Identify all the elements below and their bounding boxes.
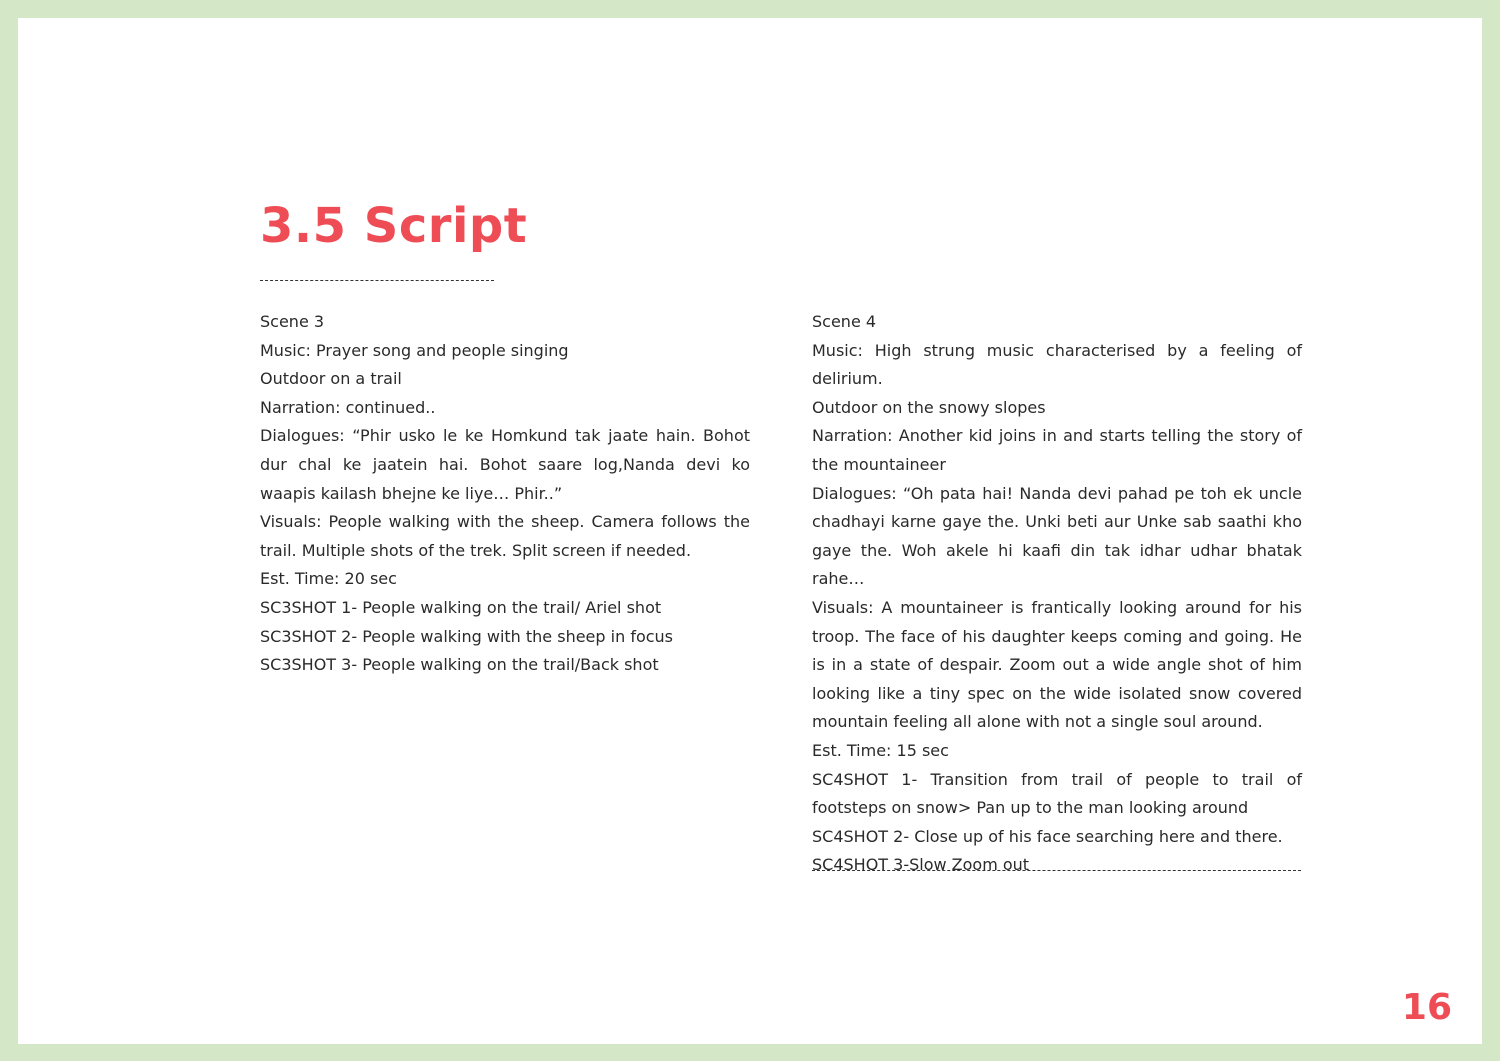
scene-4-shot-3: SC4SHOT 3-Slow Zoom out	[812, 855, 1030, 875]
scene-4-shot-1: SC4SHOT 1- Transition from trail of people to trail of footsteps on snow> Pan up to the man looking around	[812, 769, 1302, 818]
scene-3-shot-1: SC3SHOT 1- People walking on the trail/ Ariel shot	[260, 597, 662, 617]
scene-3-narration: Narration: continued..	[260, 397, 436, 417]
scene-3-shot-3: SC3SHOT 3- People walking on the trail/Back shot	[260, 655, 659, 675]
scene-4-visuals: Visuals: A mountaineer is frantically looking around for his troop. The face of his daughter keeps coming and going. He is in a state of despair. Zoom out a wide angle shot of him looking like a tiny spec on the wide isolated snow covered mountain feeling all alone with not a single soul around.	[812, 597, 1302, 732]
scene-3-heading: Scene 3	[260, 312, 325, 331]
scene-4-music: Music: High strung music characterised by a feeling of delirium.	[812, 340, 1302, 389]
document-page	[18, 18, 1482, 1044]
scene-3-location: Outdoor on a trail	[260, 369, 402, 389]
scene-4-shot-2: SC4SHOT 2- Close up of his face searching here and there.	[812, 826, 1283, 846]
scene-3-shot-2: SC3SHOT 2- People walking with the sheep in focus	[260, 626, 674, 646]
scene-4-heading: Scene 4	[812, 312, 877, 331]
scene-4-column	[812, 308, 1302, 880]
scene-3-est-time: Est. Time: 20 sec	[260, 569, 397, 589]
scene-3-column	[260, 308, 750, 680]
title-divider	[260, 280, 494, 281]
scene-3-visuals: Visuals: People walking with the sheep. Camera follows the trail. Multiple shots of the trek. Split screen if needed.	[260, 512, 750, 560]
page-number: 16	[1401, 987, 1452, 1028]
scene-4-location: Outdoor on the snowy slopes	[812, 397, 1046, 417]
scene-3-music: Music: Prayer song and people singing	[260, 340, 569, 360]
scene-3-dialogues: Dialogues: “Phir usko le ke Homkund tak jaate hain. Bohot dur chal ke jaatein hai. Bohot saare log,Nanda devi ko waapis kailash bhejne ke liye… Phir..”	[260, 426, 750, 503]
scene-4-dialogues: Dialogues: “Oh pata hai! Nanda devi pahad pe toh ek uncle chadhayi karne gaye the. Unki beti aur Unke sab saathi kho gaye the. Woh akele hi kaafi din tak idhar udhar bhatak rahe…	[812, 483, 1302, 589]
page-title: 3.5 Script	[260, 198, 528, 254]
scene-4-narration: Narration: Another kid joins in and starts telling the story of the mountaineer	[812, 426, 1302, 474]
scene-end-divider	[812, 870, 1301, 871]
scene-4-est-time: Est. Time: 15 sec	[812, 740, 949, 760]
